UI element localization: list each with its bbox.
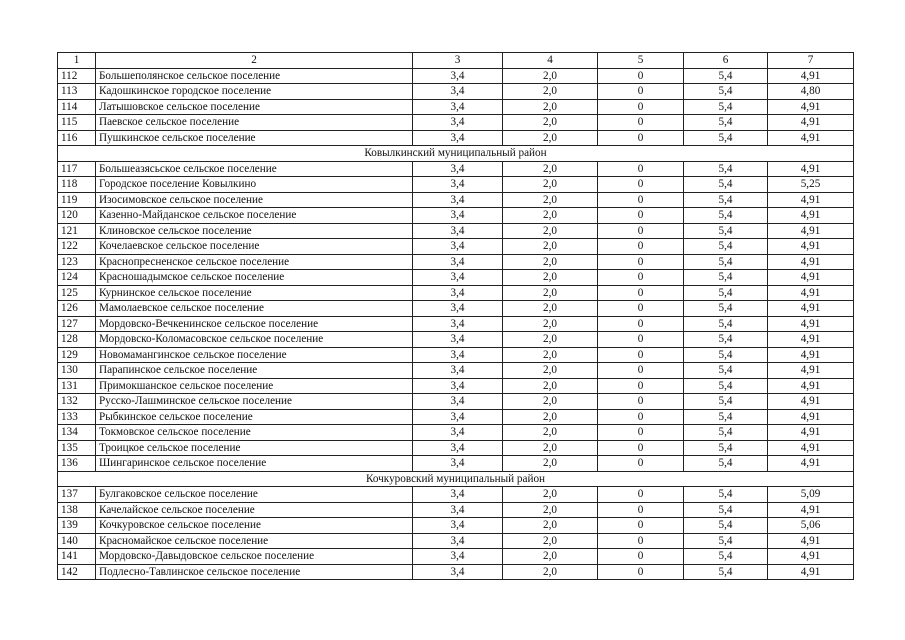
value-col-6: 5,4 — [684, 502, 768, 518]
value-col-4: 2,0 — [503, 378, 598, 394]
section-title: Кочкуровский муниципальный район — [58, 471, 854, 487]
value-col-3: 3,4 — [413, 549, 503, 565]
value-col-4: 2,0 — [503, 161, 598, 177]
value-col-5: 0 — [598, 549, 684, 565]
settlement-name: Токмовское сельское поселение — [96, 425, 413, 441]
value-col-5: 0 — [598, 115, 684, 131]
value-col-4: 2,0 — [503, 239, 598, 255]
value-col-5: 0 — [598, 564, 684, 580]
table-row — [58, 192, 854, 208]
value-col-6: 5,4 — [684, 84, 768, 100]
value-col-7: 4,91 — [768, 394, 854, 410]
row-number: 122 — [58, 239, 96, 255]
value-col-6: 5,4 — [684, 161, 768, 177]
value-col-6: 5,4 — [684, 440, 768, 456]
value-col-4: 2,0 — [503, 301, 598, 317]
settlement-name: Городское поселение Ковылкино — [96, 177, 413, 193]
row-number: 132 — [58, 394, 96, 410]
value-col-7: 4,91 — [768, 239, 854, 255]
table-row — [58, 285, 854, 301]
row-number: 118 — [58, 177, 96, 193]
settlement-name: Паевское сельское поселение — [96, 115, 413, 131]
value-col-5: 0 — [598, 502, 684, 518]
column-header: 7 — [768, 53, 854, 69]
value-col-5: 0 — [598, 270, 684, 286]
row-number: 126 — [58, 301, 96, 317]
value-col-3: 3,4 — [413, 208, 503, 224]
value-col-3: 3,4 — [413, 316, 503, 332]
table-row — [58, 456, 854, 472]
row-number: 135 — [58, 440, 96, 456]
value-col-4: 2,0 — [503, 549, 598, 565]
settlement-name: Шингаринское сельское поселение — [96, 456, 413, 472]
value-col-6: 5,4 — [684, 301, 768, 317]
value-col-5: 0 — [598, 84, 684, 100]
row-number: 127 — [58, 316, 96, 332]
value-col-5: 0 — [598, 301, 684, 317]
value-col-7: 4,91 — [768, 564, 854, 580]
settlement-name: Кочелаевское сельское поселение — [96, 239, 413, 255]
table-row — [58, 378, 854, 394]
value-col-6: 5,4 — [684, 425, 768, 441]
value-col-4: 2,0 — [503, 502, 598, 518]
row-number: 141 — [58, 549, 96, 565]
value-col-5: 0 — [598, 161, 684, 177]
section-row — [58, 146, 854, 162]
row-number: 112 — [58, 68, 96, 84]
value-col-5: 0 — [598, 394, 684, 410]
table-row — [58, 347, 854, 363]
value-col-5: 0 — [598, 99, 684, 115]
value-col-3: 3,4 — [413, 254, 503, 270]
value-col-5: 0 — [598, 487, 684, 503]
value-col-5: 0 — [598, 518, 684, 534]
table-row — [58, 549, 854, 565]
value-col-3: 3,4 — [413, 394, 503, 410]
value-col-4: 2,0 — [503, 487, 598, 503]
value-col-5: 0 — [598, 192, 684, 208]
section-row — [58, 471, 854, 487]
value-col-4: 2,0 — [503, 99, 598, 115]
value-col-6: 5,4 — [684, 533, 768, 549]
column-header: 5 — [598, 53, 684, 69]
settlement-name: Мордовско-Давыдовское сельское поселение — [96, 549, 413, 565]
value-col-5: 0 — [598, 254, 684, 270]
table-row — [58, 254, 854, 270]
value-col-7: 4,91 — [768, 161, 854, 177]
table-row — [58, 68, 854, 84]
value-col-4: 2,0 — [503, 440, 598, 456]
value-col-3: 3,4 — [413, 270, 503, 286]
table-row — [58, 533, 854, 549]
value-col-7: 4,91 — [768, 409, 854, 425]
value-col-5: 0 — [598, 440, 684, 456]
table-row — [58, 363, 854, 379]
table-row — [58, 208, 854, 224]
value-col-5: 0 — [598, 177, 684, 193]
table-row — [58, 84, 854, 100]
row-number: 113 — [58, 84, 96, 100]
value-col-6: 5,4 — [684, 177, 768, 193]
value-col-7: 5,09 — [768, 487, 854, 503]
value-col-7: 4,91 — [768, 270, 854, 286]
table-body — [58, 53, 854, 580]
value-col-5: 0 — [598, 208, 684, 224]
value-col-4: 2,0 — [503, 394, 598, 410]
table-row — [58, 425, 854, 441]
value-col-3: 3,4 — [413, 177, 503, 193]
value-col-4: 2,0 — [503, 68, 598, 84]
row-number: 116 — [58, 130, 96, 146]
value-col-3: 3,4 — [413, 425, 503, 441]
value-col-4: 2,0 — [503, 363, 598, 379]
value-col-3: 3,4 — [413, 239, 503, 255]
table-row — [58, 223, 854, 239]
column-header: 4 — [503, 53, 598, 69]
value-col-5: 0 — [598, 409, 684, 425]
table-row — [58, 332, 854, 348]
settlement-name: Качелайское сельское поселение — [96, 502, 413, 518]
value-col-3: 3,4 — [413, 456, 503, 472]
table-row — [58, 409, 854, 425]
value-col-4: 2,0 — [503, 223, 598, 239]
settlement-name: Красношадымское сельское поселение — [96, 270, 413, 286]
settlement-name: Курнинское сельское поселение — [96, 285, 413, 301]
value-col-7: 4,91 — [768, 425, 854, 441]
value-col-6: 5,4 — [684, 208, 768, 224]
value-col-6: 5,4 — [684, 316, 768, 332]
value-col-5: 0 — [598, 378, 684, 394]
row-number: 129 — [58, 347, 96, 363]
value-col-4: 2,0 — [503, 177, 598, 193]
value-col-7: 4,91 — [768, 99, 854, 115]
table-header-row — [58, 53, 854, 69]
value-col-7: 4,91 — [768, 68, 854, 84]
value-col-6: 5,4 — [684, 549, 768, 565]
settlement-name: Кадошкинское городское поселение — [96, 84, 413, 100]
value-col-3: 3,4 — [413, 440, 503, 456]
value-col-6: 5,4 — [684, 332, 768, 348]
row-number: 114 — [58, 99, 96, 115]
value-col-7: 4,91 — [768, 130, 854, 146]
value-col-5: 0 — [598, 316, 684, 332]
settlement-name: Русско-Лашминское сельское поселение — [96, 394, 413, 410]
value-col-5: 0 — [598, 533, 684, 549]
settlement-name: Парапинское сельское поселение — [96, 363, 413, 379]
row-number: 137 — [58, 487, 96, 503]
table-row — [58, 130, 854, 146]
value-col-6: 5,4 — [684, 285, 768, 301]
value-col-7: 4,91 — [768, 208, 854, 224]
row-number: 134 — [58, 425, 96, 441]
settlement-name: Мамолаевское сельское поселение — [96, 301, 413, 317]
value-col-7: 4,91 — [768, 378, 854, 394]
value-col-3: 3,4 — [413, 378, 503, 394]
value-col-7: 4,91 — [768, 549, 854, 565]
settlement-name: Подлесно-Тавлинское сельское поселение — [96, 564, 413, 580]
table-row — [58, 161, 854, 177]
value-col-7: 4,91 — [768, 223, 854, 239]
value-col-7: 4,91 — [768, 363, 854, 379]
row-number: 117 — [58, 161, 96, 177]
value-col-6: 5,4 — [684, 223, 768, 239]
table-row — [58, 502, 854, 518]
value-col-6: 5,4 — [684, 456, 768, 472]
value-col-6: 5,4 — [684, 270, 768, 286]
settlement-name: Казенно-Майданское сельское поселение — [96, 208, 413, 224]
settlement-name: Булгаковское сельское поселение — [96, 487, 413, 503]
settlement-name: Пушкинское сельское поселение — [96, 130, 413, 146]
row-number: 142 — [58, 564, 96, 580]
value-col-3: 3,4 — [413, 502, 503, 518]
value-col-4: 2,0 — [503, 347, 598, 363]
value-col-7: 4,91 — [768, 502, 854, 518]
value-col-7: 4,91 — [768, 285, 854, 301]
value-col-7: 4,91 — [768, 115, 854, 131]
row-number: 115 — [58, 115, 96, 131]
settlement-name: Изосимовское сельское поселение — [96, 192, 413, 208]
row-number: 125 — [58, 285, 96, 301]
value-col-4: 2,0 — [503, 192, 598, 208]
settlement-name: Клиновское сельское поселение — [96, 223, 413, 239]
settlement-name: Мордовско-Вечкенинское сельское поселение — [96, 316, 413, 332]
value-col-4: 2,0 — [503, 409, 598, 425]
table-row — [58, 564, 854, 580]
value-col-7: 4,91 — [768, 254, 854, 270]
table-row — [58, 115, 854, 131]
row-number: 124 — [58, 270, 96, 286]
row-number: 140 — [58, 533, 96, 549]
table-row — [58, 487, 854, 503]
table-row — [58, 518, 854, 534]
value-col-6: 5,4 — [684, 363, 768, 379]
value-col-7: 5,06 — [768, 518, 854, 534]
value-col-7: 4,91 — [768, 192, 854, 208]
value-col-4: 2,0 — [503, 533, 598, 549]
value-col-4: 2,0 — [503, 518, 598, 534]
value-col-5: 0 — [598, 130, 684, 146]
value-col-7: 4,91 — [768, 533, 854, 549]
value-col-3: 3,4 — [413, 409, 503, 425]
value-col-3: 3,4 — [413, 347, 503, 363]
row-number: 130 — [58, 363, 96, 379]
data-table — [57, 52, 854, 580]
value-col-4: 2,0 — [503, 285, 598, 301]
value-col-5: 0 — [598, 223, 684, 239]
value-col-4: 2,0 — [503, 332, 598, 348]
table-row — [58, 177, 854, 193]
value-col-3: 3,4 — [413, 84, 503, 100]
table-row — [58, 99, 854, 115]
value-col-7: 4,91 — [768, 301, 854, 317]
settlement-name: Красномайское сельское поселение — [96, 533, 413, 549]
value-col-6: 5,4 — [684, 68, 768, 84]
value-col-4: 2,0 — [503, 254, 598, 270]
settlement-name: Большеполянское сельское поселение — [96, 68, 413, 84]
settlement-name: Рыбкинское сельское поселение — [96, 409, 413, 425]
value-col-4: 2,0 — [503, 84, 598, 100]
value-col-6: 5,4 — [684, 394, 768, 410]
value-col-6: 5,4 — [684, 99, 768, 115]
value-col-3: 3,4 — [413, 223, 503, 239]
row-number: 138 — [58, 502, 96, 518]
settlement-name: Большеазясьское сельское поселение — [96, 161, 413, 177]
value-col-3: 3,4 — [413, 130, 503, 146]
value-col-5: 0 — [598, 347, 684, 363]
value-col-6: 5,4 — [684, 409, 768, 425]
value-col-3: 3,4 — [413, 518, 503, 534]
column-header: 3 — [413, 53, 503, 69]
value-col-7: 4,91 — [768, 332, 854, 348]
table-row — [58, 316, 854, 332]
settlement-name: Краснопресненское сельское поселение — [96, 254, 413, 270]
value-col-5: 0 — [598, 285, 684, 301]
value-col-3: 3,4 — [413, 301, 503, 317]
table-row — [58, 270, 854, 286]
value-col-4: 2,0 — [503, 115, 598, 131]
value-col-4: 2,0 — [503, 425, 598, 441]
section-title: Ковылкинский муниципальный район — [58, 146, 854, 162]
value-col-4: 2,0 — [503, 564, 598, 580]
column-header: 1 — [58, 53, 96, 69]
row-number: 128 — [58, 332, 96, 348]
value-col-5: 0 — [598, 68, 684, 84]
row-number: 121 — [58, 223, 96, 239]
value-col-6: 5,4 — [684, 487, 768, 503]
row-number: 119 — [58, 192, 96, 208]
row-number: 131 — [58, 378, 96, 394]
value-col-7: 4,91 — [768, 316, 854, 332]
value-col-3: 3,4 — [413, 68, 503, 84]
table-row — [58, 301, 854, 317]
settlement-name: Примокшанское сельское поселение — [96, 378, 413, 394]
value-col-5: 0 — [598, 456, 684, 472]
value-col-3: 3,4 — [413, 285, 503, 301]
table-row — [58, 440, 854, 456]
table-row — [58, 394, 854, 410]
value-col-6: 5,4 — [684, 115, 768, 131]
value-col-4: 2,0 — [503, 208, 598, 224]
value-col-3: 3,4 — [413, 564, 503, 580]
value-col-7: 4,91 — [768, 456, 854, 472]
row-number: 123 — [58, 254, 96, 270]
value-col-3: 3,4 — [413, 161, 503, 177]
value-col-5: 0 — [598, 425, 684, 441]
value-col-3: 3,4 — [413, 363, 503, 379]
column-header: 2 — [96, 53, 413, 69]
value-col-5: 0 — [598, 332, 684, 348]
value-col-6: 5,4 — [684, 192, 768, 208]
value-col-5: 0 — [598, 239, 684, 255]
value-col-7: 4,91 — [768, 347, 854, 363]
value-col-6: 5,4 — [684, 564, 768, 580]
value-col-3: 3,4 — [413, 332, 503, 348]
row-number: 139 — [58, 518, 96, 534]
value-col-7: 4,80 — [768, 84, 854, 100]
value-col-6: 5,4 — [684, 130, 768, 146]
settlement-name: Мордовско-Коломасовское сельское поселение — [96, 332, 413, 348]
value-col-4: 2,0 — [503, 270, 598, 286]
value-col-3: 3,4 — [413, 115, 503, 131]
row-number: 133 — [58, 409, 96, 425]
value-col-4: 2,0 — [503, 456, 598, 472]
value-col-3: 3,4 — [413, 192, 503, 208]
value-col-4: 2,0 — [503, 316, 598, 332]
value-col-3: 3,4 — [413, 533, 503, 549]
value-col-6: 5,4 — [684, 254, 768, 270]
value-col-6: 5,4 — [684, 378, 768, 394]
value-col-7: 4,91 — [768, 440, 854, 456]
value-col-3: 3,4 — [413, 99, 503, 115]
table-row — [58, 239, 854, 255]
value-col-3: 3,4 — [413, 487, 503, 503]
row-number: 120 — [58, 208, 96, 224]
value-col-6: 5,4 — [684, 518, 768, 534]
settlement-name: Новомамангинское сельское поселение — [96, 347, 413, 363]
settlement-name: Латышовское сельское поселение — [96, 99, 413, 115]
value-col-7: 5,25 — [768, 177, 854, 193]
column-header: 6 — [684, 53, 768, 69]
value-col-5: 0 — [598, 363, 684, 379]
settlement-name: Троицкое сельское поселение — [96, 440, 413, 456]
value-col-6: 5,4 — [684, 239, 768, 255]
settlement-name: Кочкуровское сельское поселение — [96, 518, 413, 534]
value-col-6: 5,4 — [684, 347, 768, 363]
row-number: 136 — [58, 456, 96, 472]
value-col-4: 2,0 — [503, 130, 598, 146]
